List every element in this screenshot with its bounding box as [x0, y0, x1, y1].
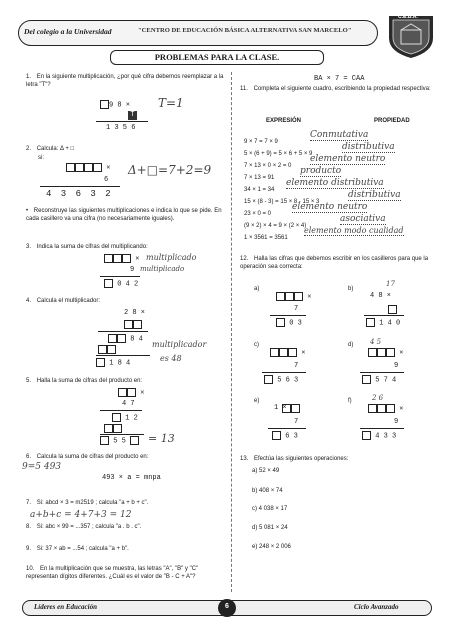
question-1 — [26, 74, 226, 89]
q6-note: 9=5 493 — [22, 462, 62, 472]
q12d-row1: × — [368, 348, 403, 357]
q11-col-expression: EXPRESIÓN — [266, 118, 302, 124]
q12b-note: 17 — [386, 280, 395, 288]
q12a-product: 0 3 — [276, 318, 302, 327]
q12d-note: 4 5 — [370, 338, 382, 346]
question-4: 4. Calcula el multiplicador: — [26, 298, 101, 304]
page-number: 6 — [225, 603, 229, 610]
q3-row1: × — [104, 254, 139, 263]
header-school-name: "CENTRO DE EDUCACIÓN BÁSICA ALTERNATIVA SAN MARCELO" — [138, 27, 352, 34]
q12c-row2: 7 — [294, 362, 299, 370]
q12d-row2: 9 — [394, 362, 399, 370]
q12e-row1-boxes — [282, 404, 300, 413]
q12f-row2: 9 — [394, 418, 399, 426]
q4-product: 1 8 4 — [96, 358, 130, 367]
q2-product: 4 3 6 3 2 — [46, 189, 113, 199]
q10-expression: BA × 7 = CAA — [314, 75, 365, 83]
page-title: PROBLEMAS PARA LA CLASE. — [154, 52, 280, 62]
q12e-row2: 7 — [294, 418, 299, 426]
q13-item-b: b) 408 × 74 — [252, 488, 283, 494]
q13-item-a: a) 52 × 49 — [252, 468, 280, 474]
footer-left: Líderes en Educación — [34, 603, 97, 611]
q12c-row1: × — [270, 348, 305, 357]
q5-row1: × — [118, 388, 144, 397]
question-3: 3. Indica la suma de cifras del multiplicando: — [26, 244, 148, 250]
header-motto: Del colegio a la Universidad — [24, 27, 112, 36]
q12b-row1: 4 8 × — [370, 292, 392, 300]
footer-right: Ciclo Avanzado — [354, 603, 399, 611]
q12b-row2 — [388, 305, 397, 314]
q4-row1: 2 8 × — [124, 309, 146, 317]
q6-expression: 493 × a = mnpa — [102, 474, 161, 482]
question-10: 10. En la multiplicación que se muestra, las letras "A", "B" y "C" representan dígitos diferentes. ¿Cuál es el valor de "B - C + A"? — [26, 566, 199, 580]
q12e-product: 6 3 — [272, 431, 298, 440]
q12f-label: f) — [348, 398, 352, 404]
q5-row4 — [104, 424, 122, 433]
q12b-product: 1 4 0 — [366, 318, 400, 327]
q12e-label: e) — [254, 398, 260, 404]
q12a-row1: × — [276, 292, 311, 301]
q13-item-c: c) 4 038 × 17 — [252, 506, 288, 512]
q1-row1: 9 8 × — [100, 100, 130, 109]
q13-item-e: e) 248 × 2 006 — [252, 544, 291, 550]
q5-row3: 1 2 — [112, 413, 138, 422]
q12c-label: c) — [254, 342, 259, 348]
q1-product: 1 3 5 6 — [106, 124, 136, 132]
q2-handwritten-note: Δ+□=7+2=9 — [128, 163, 212, 177]
question-9: 9. Si: 37 × ab = ...54 ; calcula "a + b". — [26, 546, 129, 552]
question-7: 7. Si: abcd × 3 = m2519 ; calcula "a + b + c". — [26, 500, 149, 506]
question-8: 8. Si: abc × 99 = ...357 ; calcula "a . b . c". — [26, 524, 142, 530]
q11-table: 9 × 7 = 7 × 9 Conmutativa 5 × (6 + 9) = 5 × 6 + 5 × 9 distributiva 7 × 13 × 0 × 2 = 0 elemento neutro 7 × 13 = 91 producto 34 × 1 = 34 elemento distributiva 15 × (8 - 3) = 15 × 8 - 15 × 3 distributiva 23 × 0 = 0 elemento neutro (9 × 2) × 4 = 9 × (2 × 4) asociativa 1 × 3561 = 3561 elemento modo cualidad — [244, 130, 404, 241]
question-13: 13. Efectúa las siguientes operaciones: — [240, 456, 349, 462]
q12e-row1: 1 × — [274, 404, 287, 412]
q11-col-property: PROPIEDAD — [374, 118, 410, 124]
q12a-label: a) — [254, 286, 260, 292]
q5-product: 5 5 — [100, 436, 139, 445]
q2-si: si: — [38, 155, 44, 161]
q12f-product: 4 3 3 — [362, 431, 396, 440]
q2-row1: × — [66, 163, 110, 172]
q4-row4 — [98, 345, 116, 354]
q4-note-2: es 48 — [160, 354, 182, 363]
q3-row2: 9 — [130, 266, 135, 274]
q12f-row1: × — [368, 404, 403, 413]
instruction-bullet: • Reconstruye las siguientes multiplicaciones e indica lo que se pide. En cada casillero va una cifra (no necesariamente iguales). — [26, 208, 222, 222]
column-divider — [231, 72, 232, 592]
q12c-product: 5 6 3 — [264, 375, 298, 384]
q12d-product: 5 7 4 — [362, 375, 396, 384]
question-5: 5. Halla la suma de cifras del producto en: — [26, 378, 143, 384]
q4-note: multiplicador — [152, 340, 207, 349]
q12f-note: 2 6 — [372, 394, 384, 402]
q12b-label: b) — [348, 286, 354, 292]
question-2: 2. Calcula: Δ + □ — [26, 146, 75, 152]
q3-product: 0 4 2 — [104, 279, 138, 288]
q1-row2: T — [128, 111, 137, 120]
question-6: 6. Calcula la suma de cifras del producto en: — [26, 454, 149, 460]
q7-note: a+b+c = 4+7+3 = 12 — [30, 510, 132, 520]
question-11: 11. Completa el siguiente cuadro, escribiendo la propiedad respectiva: — [240, 86, 431, 92]
question-number: 1. — [26, 74, 32, 80]
q3-note-1: multiplicado — [146, 253, 197, 262]
question-text: En la siguiente multiplicación, ¿por qué cifra debemos reemplazar a la letra "T"? — [26, 74, 224, 88]
q1-handwritten-note: T=1 — [158, 96, 184, 110]
q12d-label: d) — [348, 342, 354, 348]
q5-note: = 13 — [148, 432, 175, 445]
q13-item-d: d) 5 081 × 24 — [252, 525, 288, 531]
q3-note-2: multiplicado — [140, 265, 185, 273]
q2-row2: 6 — [104, 176, 109, 184]
q4-row2 — [124, 320, 142, 329]
q5-row2: 4 7 — [122, 400, 135, 408]
logo-text: C.E.B.A. — [398, 14, 418, 20]
q4-row3: 8 4 — [108, 334, 143, 343]
q12a-row2: 7 — [294, 305, 299, 313]
question-12: 12. Halla las cifras que debemos escribir en los casilleros para que la operación sea correcta: — [240, 256, 429, 270]
